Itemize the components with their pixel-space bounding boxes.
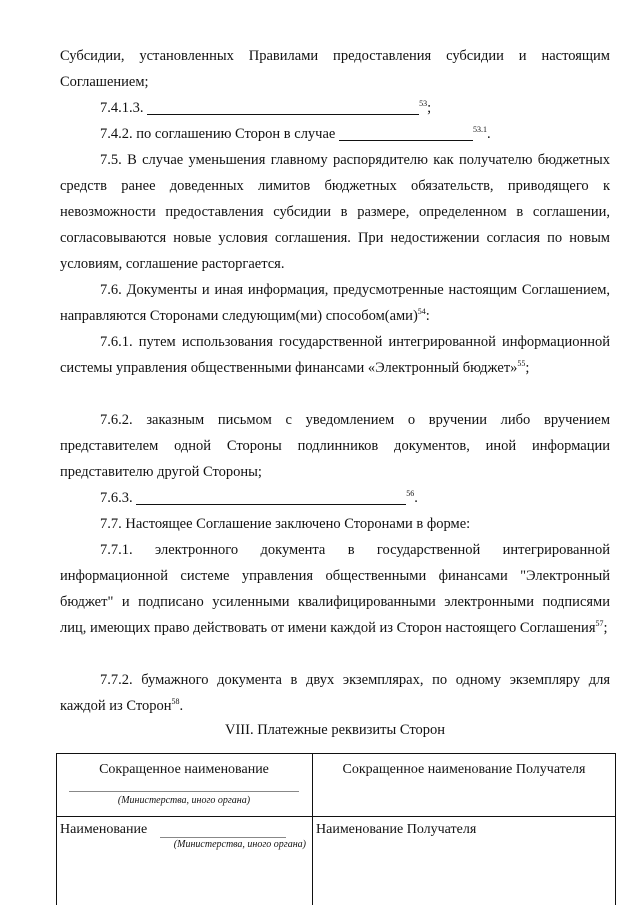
- clause-7-7-1: [60, 537, 610, 641]
- table-border-top: [56, 753, 616, 754]
- left-header-note: (Министерства, иного органа): [117, 795, 251, 806]
- right-header-label: Сокращенное наименование Получателя: [342, 762, 586, 777]
- punctuation: .: [179, 698, 184, 714]
- clause-7-6-3: [60, 485, 610, 511]
- footnote-ref: 55: [517, 359, 526, 368]
- clause-7-6-1: [60, 329, 610, 381]
- clause-7-4-1-3: [60, 95, 610, 121]
- paragraph-text: 7.6.2. заказным письмом с уведомлением о вручении либо вручением представителем одной Стороны подлинников документов, иной информации представителю другой Стороны;: [60, 412, 610, 480]
- payment-details-table: [56, 753, 616, 905]
- paragraph-text: 7.7.1. электронного документа в государственной интегрированной информационной системе управления общественными финансами "Электронный бюджет" и подписано усиленными квалифицированными электронными подписями лиц, имеющих право действовать от имени каждой из Сторон настоящего Соглашения: [60, 542, 610, 636]
- footnote-ref: 56: [406, 489, 415, 498]
- punctuation: ;: [603, 620, 608, 636]
- fill-in-blank[interactable]: [136, 488, 406, 505]
- left-row-label: Наименование: [60, 822, 148, 837]
- punctuation: ;: [427, 100, 432, 116]
- left-header-label: Сокращенное наименование: [99, 762, 269, 777]
- paragraph-text: 7.5. В случае уменьшения главному распорядителю как получателю бюджетных средств ранее доведенных лимитов бюджетных обязательств, приводящего к невозможности предоставления субсидии в размере, определенном в соглашении, согласовываются новые условия соглашения. При недостижении согласия по новым условиям, соглашение расторгается.: [60, 152, 610, 272]
- fill-in-blank[interactable]: [147, 98, 419, 115]
- footnote-ref: 53.1: [472, 125, 487, 134]
- paragraph-text: 7.6. Документы и иная информация, предусмотренные настоящим Соглашением, направляются Сторонами следующим(ми) способом(ами): [60, 282, 610, 324]
- punctuation: .: [414, 490, 418, 506]
- clause-number: 7.6.3.: [100, 490, 133, 506]
- clause-number: 7.4.1.3.: [100, 100, 144, 116]
- footnote-ref: 53: [419, 99, 428, 108]
- clause-7-6-2: [60, 407, 610, 485]
- clause-7-7-2: [60, 667, 610, 719]
- paragraph-subsidy-rules: [60, 43, 610, 95]
- paragraph-text: 7.7. Настоящее Соглашение заключено Сторонами в форме:: [100, 516, 471, 532]
- punctuation: :: [425, 308, 430, 324]
- clause-7-6: [60, 277, 610, 329]
- right-row-label: Наименование Получателя: [316, 822, 477, 837]
- clause-7-5: [60, 147, 610, 277]
- left-row-note: (Министерства, иного органа): [173, 839, 306, 850]
- footnote-ref: 54: [417, 307, 426, 316]
- table-row-divider: [56, 816, 616, 817]
- fill-in-blank[interactable]: [339, 124, 473, 141]
- footnote-ref: 58: [171, 697, 180, 706]
- section-heading: VIII. Платежные реквизиты Сторон: [225, 722, 445, 738]
- paragraph-text: 7.6.1. путем использования государственной интегрированной информационной системы управления общественными финансами «Электронный бюджет»: [60, 334, 610, 376]
- paragraph-text: Субсидии, установленных Правилами предоставления субсидии и настоящим Соглашением;: [60, 48, 610, 90]
- punctuation: ;: [525, 360, 530, 376]
- left-header-underline: [69, 791, 299, 792]
- footnote-ref: 57: [595, 619, 604, 628]
- clause-7-4-2: [60, 121, 610, 147]
- left-row-underline[interactable]: [160, 837, 286, 838]
- paragraph-text: 7.7.2. бумажного документа в двух экземплярах, по одному экземпляру для каждой из Сторон: [60, 672, 610, 714]
- punctuation: .: [486, 126, 491, 142]
- clause-7-7: [60, 511, 610, 537]
- clause-text: 7.4.2. по соглашению Сторон в случае: [100, 126, 336, 142]
